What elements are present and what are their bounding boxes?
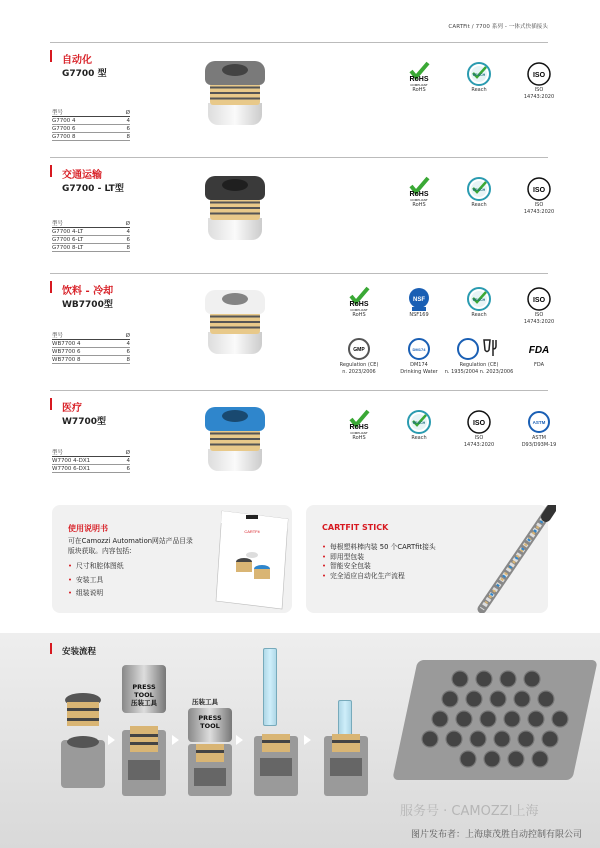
spec-dia: 4 (126, 458, 130, 464)
manual-item: • 尺寸和腔体图纸 (68, 562, 198, 572)
spec-table (52, 332, 130, 364)
rohs-logo-sub: COMPLIANT (410, 198, 428, 202)
rohs-logo-text: RoHS (409, 191, 429, 198)
certification-label: RoHS (412, 87, 426, 93)
certification-label: Reach (471, 87, 487, 93)
spec-dia: 6 (126, 466, 130, 472)
certification-label: Reach (411, 435, 427, 441)
install-step-2 (118, 720, 170, 800)
stick-item: • 智能安全包装 (322, 562, 482, 572)
section-model: G7700 型 (62, 69, 107, 79)
press-tool-cn-2: 压装工具 (192, 698, 218, 706)
reach-logo-text: REACH (412, 421, 426, 425)
product-section (50, 390, 557, 500)
spec-dia: 4 (126, 118, 130, 124)
fitting-base (208, 103, 262, 125)
rohs-icon (330, 409, 388, 435)
rohs-icon (390, 61, 448, 87)
spec-row (52, 356, 130, 364)
iso-mark (525, 286, 553, 312)
spec-dia: 8 (126, 245, 130, 251)
watermark: 服务号 · CAMOZZI上海 (400, 804, 539, 819)
spec-row (52, 228, 130, 236)
stick-item: • 每根塑料棒内装 50 个CARTfit接头 (322, 543, 482, 553)
manual-item: • 组装说明 (68, 589, 198, 599)
fitting-image (205, 176, 265, 242)
section-model: WB7700型 (62, 300, 113, 310)
manual-card (52, 505, 292, 613)
certification-label: RoHS (412, 202, 426, 208)
fitting-seals (210, 429, 260, 451)
nsf-mark (405, 286, 433, 312)
spec-dia: 6 (126, 126, 130, 132)
spec-header-model: 型号 (52, 333, 64, 339)
spec-header-dia: Ø (125, 221, 130, 227)
certification-label: NSF169 (409, 312, 429, 318)
spec-model: G7700 8-LT (52, 245, 84, 251)
section-title: 交通运输 (62, 170, 102, 181)
spec-model: WB7700 6 (52, 349, 81, 355)
dm174-mark (405, 336, 433, 362)
press-tool-label-2: PRESS TOOL (198, 714, 222, 730)
step-arrow-icon (236, 735, 243, 745)
certification (330, 336, 388, 375)
spec-dia: 6 (126, 349, 130, 355)
reach-logo-text: REACH (472, 73, 486, 77)
certification (330, 409, 388, 442)
reach-icon (450, 286, 508, 312)
spec-row (52, 133, 130, 141)
spec-dia: 4 (126, 229, 130, 235)
spec-row (52, 236, 130, 244)
spec-header-row (52, 449, 130, 457)
rohs-logo-sub: COMPLIANT (350, 431, 368, 435)
install-step-4 (250, 730, 302, 800)
spec-header-row (52, 332, 130, 340)
spec-header-model: 型号 (52, 110, 64, 116)
install-step-5 (320, 730, 372, 800)
certification (450, 409, 508, 448)
spec-row (52, 244, 130, 252)
fitting-seals (210, 312, 260, 334)
reach-mark (465, 286, 493, 312)
tube-1 (263, 648, 277, 726)
product-section (50, 42, 555, 152)
rohs-logo-sub: COMPLIANT (410, 83, 428, 87)
section-model: G7700 - LT型 (62, 184, 124, 194)
fitting-base (208, 332, 262, 354)
stick-card-list (322, 543, 482, 581)
certification (510, 61, 568, 100)
rohs-mark (402, 61, 436, 87)
fitting-hole (222, 293, 248, 305)
nsf-logo-text: NSF (413, 297, 425, 303)
install-accent (50, 643, 52, 654)
spec-dia: 6 (126, 237, 130, 243)
fitting-base (208, 449, 262, 471)
astm-logo-text: ASTM (532, 420, 546, 425)
certification-label: RoHS (352, 435, 366, 441)
astm-mark (525, 409, 553, 435)
step-arrow-icon (108, 735, 115, 745)
cartfit-stick-image (476, 505, 556, 613)
product-section (50, 157, 555, 267)
rohs-logo-sub: COMPLIANT (350, 308, 368, 312)
iso-icon (510, 61, 568, 87)
iso-icon (510, 176, 568, 202)
stick-item: • 完全适应自动化生产流程 (322, 572, 482, 582)
rohs-logo-text: RoHS (349, 301, 369, 308)
brochure-brand: CARTFit (244, 529, 260, 534)
spec-table (52, 220, 130, 252)
iso-mark (525, 176, 553, 202)
step-arrow-icon (304, 735, 311, 745)
spec-row (52, 340, 130, 348)
spec-row (52, 125, 130, 133)
section-accent (50, 165, 52, 177)
section-accent (50, 50, 52, 62)
spec-model: G7700 6 (52, 126, 76, 132)
certification (390, 176, 448, 209)
certification (439, 336, 519, 375)
certification (330, 286, 388, 319)
fitting-seals (210, 198, 260, 220)
manual-card-intro: 可在Camozzi Automation网站产品目录版块获取。内容包括: (68, 537, 193, 555)
gmp-icon (330, 336, 388, 362)
certification-label: ISO 14743:2020 (523, 202, 555, 215)
certification-label: Reach (471, 312, 487, 318)
certification (450, 286, 508, 319)
section-accent (50, 281, 52, 293)
spec-table (52, 109, 130, 141)
spec-table (52, 449, 130, 473)
press-tool-label: PRESS TOOL (132, 683, 156, 699)
fitting-hole (222, 64, 248, 76)
iso-logo-text: ISO (532, 187, 546, 194)
product-section (50, 273, 555, 383)
press-tool-2 (188, 708, 232, 742)
fda-icon (510, 336, 568, 362)
certification (390, 409, 448, 442)
iso-mark (525, 61, 553, 87)
astm-icon (510, 409, 568, 435)
spec-dia: 4 (126, 341, 130, 347)
food-contact-icon (439, 336, 519, 362)
certification (390, 61, 448, 94)
certification (450, 61, 508, 94)
fitting-image (205, 290, 265, 356)
spec-model: W7700 6-DX1 (52, 466, 91, 472)
spec-header-dia: Ø (125, 333, 130, 339)
gmp-mark (345, 336, 373, 362)
spec-row (52, 457, 130, 465)
certification-label: Regulation (CE) n. 1935/2004 n. 2023/2006 (444, 362, 514, 375)
rohs-logo-text: RoHS (349, 424, 369, 431)
fitting-image (205, 61, 265, 127)
reach-mark (465, 61, 493, 87)
manual-card-title: 使用说明书 (68, 524, 108, 533)
spec-row (52, 348, 130, 356)
fda-mark (524, 336, 554, 362)
spec-model: G7700 4-LT (52, 229, 84, 235)
page-header: CARTFit / 7700 系列 - 一体式快插接头 (448, 24, 548, 30)
reach-logo-text: REACH (472, 188, 486, 192)
certification-label: FDA (533, 362, 545, 368)
rohs-icon (330, 286, 388, 312)
fitting-cap (205, 407, 265, 431)
rohs-logo-text: RoHS (409, 76, 429, 83)
spec-row (52, 117, 130, 125)
certification-label: RoHS (352, 312, 366, 318)
certification (510, 286, 568, 325)
iso-logo-text: ISO (532, 72, 546, 79)
fitting-cap (205, 176, 265, 200)
brochure-image (212, 507, 292, 611)
certification (510, 409, 568, 448)
manual-item: • 安装工具 (68, 576, 198, 586)
spec-dia: 8 (126, 357, 130, 363)
fda-logo-text: FDA (528, 345, 550, 356)
reach-logo-text: REACH (472, 298, 486, 302)
food-contact-mark (456, 336, 502, 362)
iso-logo-text: ISO (532, 297, 546, 304)
spec-model: WB7700 4 (52, 341, 81, 347)
tray-fittings (410, 665, 590, 780)
spec-row (52, 465, 130, 473)
certification-label: ISO 14743:2020 (523, 312, 555, 325)
install-step-3 (184, 740, 236, 800)
reach-mark (405, 409, 433, 435)
section-title: 医疗 (62, 403, 82, 414)
section-model: W7700型 (62, 417, 106, 427)
spec-model: G7700 6-LT (52, 237, 84, 243)
fitting-hole (222, 410, 248, 422)
reach-icon (450, 61, 508, 87)
dm-logo-text: DM174 (412, 347, 426, 352)
installation-title: 安装流程 (62, 647, 97, 657)
gmp-logo-text: GMP (353, 347, 365, 353)
spec-header-model: 型号 (52, 450, 64, 456)
rohs-icon (390, 176, 448, 202)
spec-header-dia: Ø (125, 110, 130, 116)
stick-item: • 即用型包装 (322, 553, 482, 563)
manual-card-list (68, 562, 198, 599)
certification (450, 176, 508, 209)
spec-model: G7700 8 (52, 134, 76, 140)
certification-label: ISO 14743:2020 (463, 435, 495, 448)
certification-label: Reach (471, 202, 487, 208)
certification (510, 176, 568, 215)
spec-dia: 8 (126, 134, 130, 140)
spec-header-dia: Ø (125, 450, 130, 456)
certification-label: ASTM D93/D93M-19 (521, 435, 557, 448)
certification-label: DM174 Drinking Water (400, 362, 438, 375)
rohs-mark (342, 286, 376, 312)
section-title: 自动化 (62, 55, 92, 66)
certification-label: Regulation (CE) n. 2023/2006 (339, 362, 379, 375)
spec-header-model: 型号 (52, 221, 64, 227)
nsf-icon (390, 286, 448, 312)
spec-model: W7700 4-DX1 (52, 458, 91, 464)
reach-icon (390, 409, 448, 435)
install-step-1 (58, 690, 108, 790)
footer-credit: 图片发布者：上海康茂胜自动控制有限公司 (410, 830, 582, 840)
reach-mark (465, 176, 493, 202)
stick-card-title: CARTFIT STICK (322, 523, 389, 532)
fitting-cap (205, 61, 265, 85)
fitting-seals (210, 83, 260, 105)
stick-card (306, 505, 548, 613)
fitting-base (208, 218, 262, 240)
iso-logo-text: ISO (472, 420, 486, 427)
rohs-mark (402, 176, 436, 202)
spec-model: WB7700 8 (52, 357, 81, 363)
iso-mark (465, 409, 493, 435)
rohs-mark (342, 409, 376, 435)
reach-icon (450, 176, 508, 202)
spec-header-row (52, 220, 130, 228)
spec-model: G7700 4 (52, 118, 76, 124)
certification (390, 286, 448, 319)
fitting-hole (222, 179, 248, 191)
fitting-cap (205, 290, 265, 314)
section-title: 饮料 - 冷却 (62, 286, 114, 297)
iso-icon (450, 409, 508, 435)
certification (510, 336, 568, 369)
certification-label: ISO 14743:2020 (523, 87, 555, 100)
step-arrow-icon (172, 735, 179, 745)
spec-header-row (52, 109, 130, 117)
press-tool-1 (122, 665, 166, 713)
press-tool-cn: 压装工具 (131, 699, 157, 707)
section-accent (50, 398, 52, 410)
fitting-image (205, 407, 265, 473)
iso-icon (510, 286, 568, 312)
